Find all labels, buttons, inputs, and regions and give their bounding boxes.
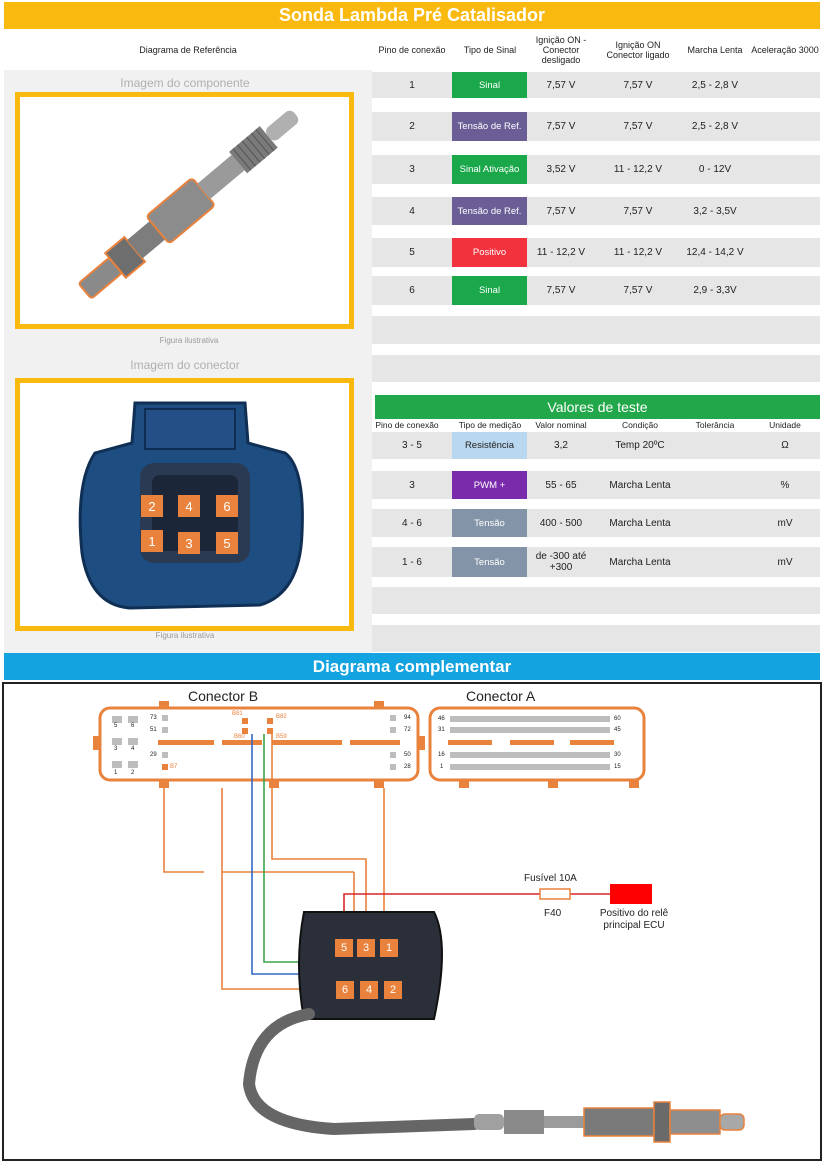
test-header-condition: Condição: [622, 420, 658, 430]
condition-value: Marcha Lenta: [609, 479, 671, 491]
accel-value: [750, 276, 820, 305]
pin-number: 1: [409, 79, 415, 91]
b-left-pin: 5: [114, 723, 118, 729]
b-pin: B82: [276, 714, 287, 720]
header-ign-off: Ignição ON - Conector desligado: [535, 35, 587, 65]
a-pin: 16: [438, 752, 445, 758]
a-pin: 30: [614, 752, 621, 758]
ign-on-value: 11 - 12,2 V: [613, 247, 663, 258]
nominal-value: 55 - 65: [545, 479, 577, 491]
relay-block: [610, 884, 652, 904]
pin-number: 5: [409, 247, 415, 258]
signal-type-badge: Tensão de Ref.: [452, 112, 527, 141]
condition-value: Marcha Lenta: [609, 517, 671, 529]
test-header-unit: Unidade: [769, 420, 801, 430]
illustrative-caption-2: Figura ilustrativa: [155, 631, 215, 640]
b-pin: 73: [150, 715, 157, 721]
b-left-pin: 1: [114, 770, 118, 776]
plug-pin: 6: [336, 981, 354, 999]
table-row-empty: [372, 355, 820, 382]
diagram-title: Diagrama complementar: [4, 653, 820, 680]
plug-pin: 5: [335, 939, 353, 957]
header-ign-on: Ignição ON Conector ligado: [606, 40, 670, 60]
component-caption: Imagem do componente: [120, 76, 250, 90]
test-header-nominal: Valor nominal: [535, 420, 587, 430]
ign-on-value: 7,57 V: [623, 121, 653, 132]
b-pin: 72: [404, 727, 411, 733]
measure-badge: PWM +: [452, 471, 527, 499]
test-pin: 3 - 5: [401, 440, 422, 451]
test-values-title: Valores de teste: [375, 395, 820, 419]
diagram-area: [2, 682, 822, 1161]
sensor-cable: [249, 1014, 474, 1129]
pin-number: 2: [409, 121, 415, 132]
pin-number: 4: [409, 205, 415, 217]
b-pin: 29: [150, 752, 157, 758]
connector-caption: Imagem do conector: [130, 358, 240, 372]
b-pin: 51: [150, 727, 157, 733]
header-signal-type: Tipo de Sinal: [463, 45, 517, 55]
plug-pin: 1: [380, 939, 398, 957]
a-pin: 60: [614, 716, 621, 722]
b-pin: 94: [404, 715, 411, 721]
pin-number: 6: [409, 285, 415, 296]
ign-on-value: 7,57 V: [623, 205, 653, 217]
header-accel: Aceleração 3000: [751, 45, 819, 55]
connector-photo-pin: 3: [178, 532, 200, 554]
signal-type-badge: Tensão de Ref.: [452, 197, 527, 225]
accel-value: [750, 112, 820, 141]
measure-badge: Resistência: [452, 432, 527, 459]
ign-off-value: 7,57 V: [546, 121, 576, 132]
lambda-sensor-image: [20, 97, 349, 324]
b-pin: B7: [170, 764, 178, 770]
ign-off-value: 3,52 V: [546, 164, 576, 175]
connector-photo-pin: 1: [141, 530, 163, 552]
tolerance-value: [682, 471, 748, 499]
accel-value: [750, 72, 820, 98]
test-pin: 3: [409, 479, 415, 491]
b-pin: B81: [232, 711, 243, 717]
a-pin: 31: [438, 727, 445, 733]
signal-type-badge: Sinal: [452, 72, 527, 98]
header-pin: Pino de conexão: [378, 45, 446, 55]
nominal-value: 3,2: [554, 440, 568, 451]
tolerance-value: [682, 509, 748, 537]
relay-label-1: Positivo do relê: [599, 908, 669, 919]
test-header-measure: Tipo de medição: [458, 420, 522, 430]
condition-value: Temp 20ºC: [615, 440, 665, 451]
ign-on-value: 7,57 V: [623, 79, 653, 91]
accel-value: [750, 155, 820, 184]
page-title: Sonda Lambda Pré Catalisador: [4, 2, 820, 29]
connector-plug: [299, 912, 442, 1019]
nominal-value: de -300 até +300: [535, 551, 587, 573]
b-left-pin: 2: [131, 770, 135, 776]
idle-value: 2,9 - 3,3V: [693, 285, 737, 296]
a-pin: 45: [614, 727, 621, 733]
ign-on-value: 11 - 12,2 V: [613, 164, 663, 175]
b-left-pin: 6: [131, 723, 135, 729]
signal-type-badge: Sinal Ativação: [452, 155, 527, 184]
tolerance-value: [682, 547, 748, 577]
nominal-value: 400 - 500: [539, 517, 583, 529]
test-header-pin: Pino de conexão: [375, 420, 439, 430]
ign-off-value: 7,57 V: [546, 79, 576, 91]
illustrative-caption-1: Figura ilustrativa: [159, 336, 219, 345]
test-pin: 4 - 6: [401, 517, 422, 529]
measure-badge: Tensão: [452, 547, 527, 577]
table-row-empty: [372, 316, 820, 344]
connector-photo-pin: 6: [216, 495, 238, 517]
signal-type-badge: Positivo: [452, 238, 527, 267]
b-left-pin: 3: [114, 746, 118, 752]
pin-number: 3: [409, 164, 415, 175]
b-left-pin: 4: [131, 746, 135, 752]
test-row-empty: [372, 625, 820, 652]
idle-value: 0 - 12V: [698, 164, 732, 175]
wiring-diagram: [4, 684, 820, 1159]
connector-photo-pin: 4: [178, 495, 200, 517]
b-pin: 50: [404, 752, 411, 758]
connector-photo-pin: 2: [141, 495, 163, 517]
unit-value: mV: [777, 556, 793, 568]
idle-value: 12,4 - 14,2 V: [686, 247, 744, 258]
test-pin: 1 - 6: [401, 556, 422, 568]
header-idle: Marcha Lenta: [687, 45, 743, 55]
measure-badge: Tensão: [452, 509, 527, 537]
unit-value: Ω: [781, 440, 789, 451]
ign-off-value: 11 - 12,2 V: [536, 247, 586, 258]
ign-off-value: 7,57 V: [546, 285, 576, 296]
idle-value: 2,5 - 2,8 V: [691, 79, 739, 91]
test-row-empty: [372, 587, 820, 614]
header-reference: Diagrama de Referência: [139, 45, 237, 55]
connector-a-label: Conector A: [466, 688, 536, 704]
a-pin: 46: [438, 716, 445, 722]
connector-image-frame: [15, 378, 354, 631]
fuse-label: Fusível 10A: [524, 873, 577, 884]
ign-on-value: 7,57 V: [623, 285, 653, 296]
condition-value: Marcha Lenta: [609, 556, 671, 568]
ign-off-value: 7,57 V: [546, 205, 576, 217]
plug-pin: 4: [360, 981, 378, 999]
fuse-code: F40: [544, 908, 562, 919]
connector-photo-pin: 5: [216, 532, 238, 554]
plug-pin: 2: [384, 981, 402, 999]
fuse-symbol: [540, 889, 570, 899]
b-pin: 28: [404, 764, 411, 770]
accel-value: [750, 238, 820, 267]
a-pin: 1: [440, 764, 444, 770]
idle-value: 3,2 - 3,5V: [693, 205, 737, 217]
plug-pin: 3: [357, 939, 375, 957]
idle-value: 2,5 - 2,8 V: [691, 121, 739, 132]
tolerance-value: [682, 432, 748, 459]
signal-type-badge: Sinal: [452, 276, 527, 305]
b-pin: B60: [234, 734, 245, 740]
relay-label-2: principal ECU: [603, 920, 665, 931]
connector-b-label: Conector B: [188, 688, 259, 704]
unit-value: mV: [777, 517, 793, 529]
test-header-tolerance: Tolerância: [695, 420, 735, 430]
component-image-frame: [15, 92, 354, 329]
accel-value: [750, 197, 820, 225]
unit-value: %: [780, 479, 790, 491]
a-pin: 15: [614, 764, 621, 770]
b-pin: B59: [276, 734, 287, 740]
